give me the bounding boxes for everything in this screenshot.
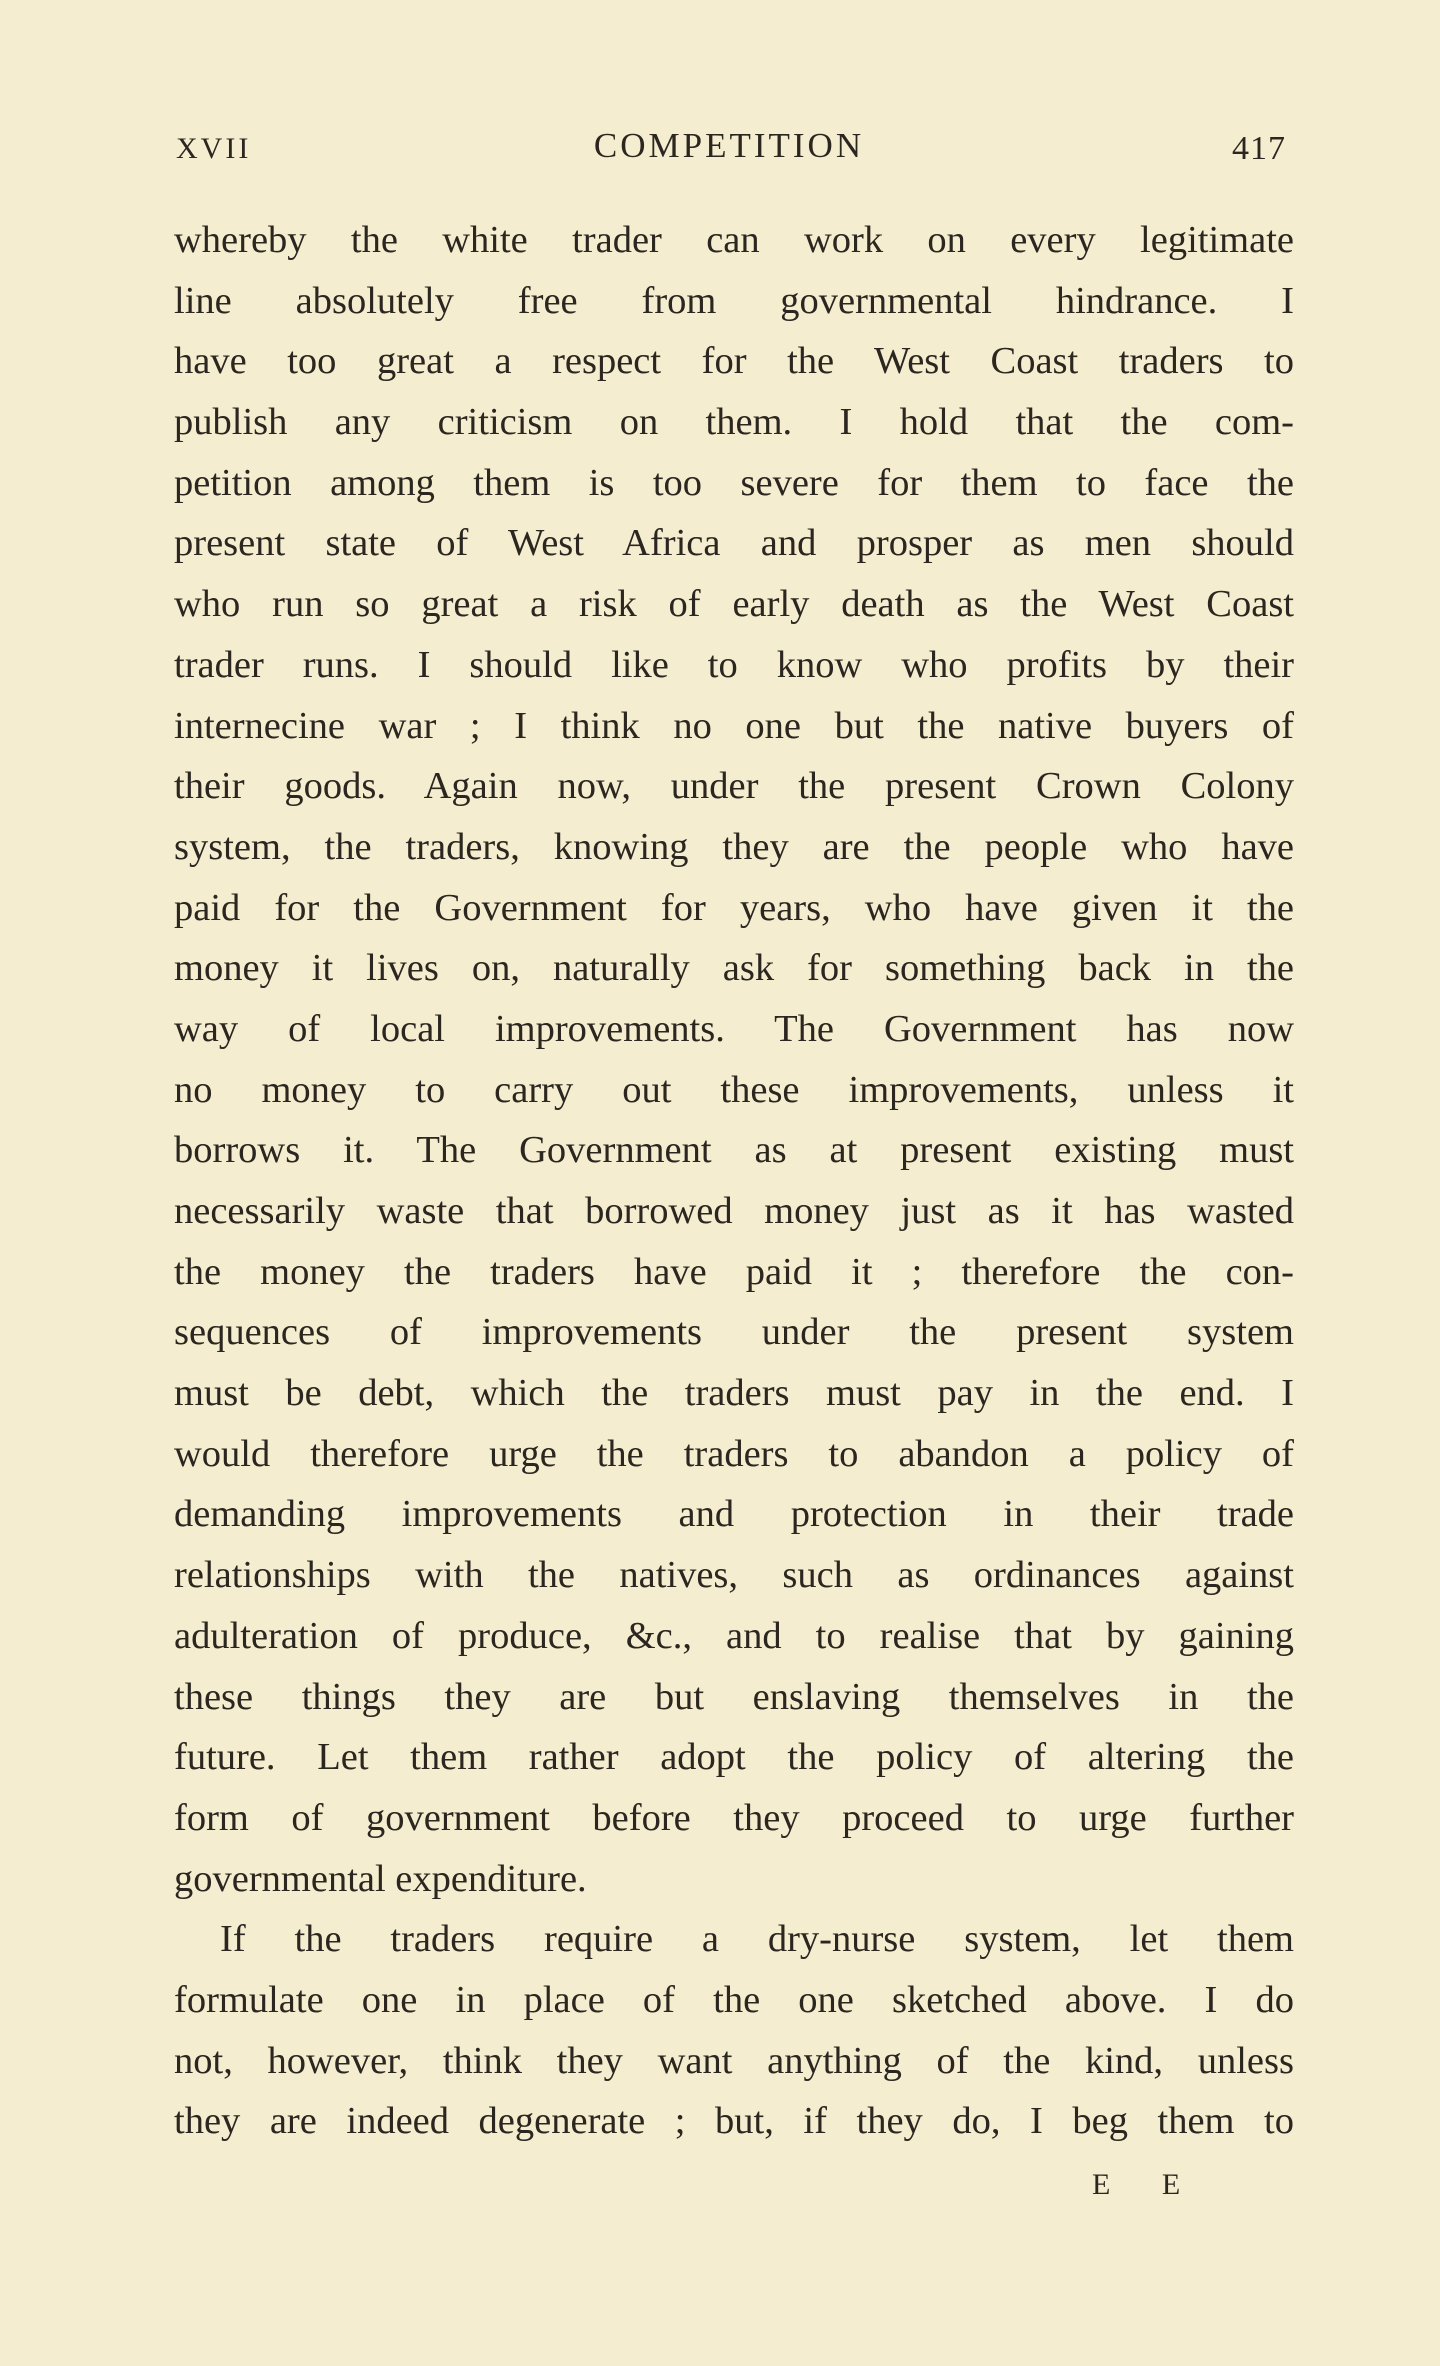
text-line: these things they are but enslaving themselves in the: [174, 1675, 1294, 1718]
running-head: [170, 126, 1288, 176]
text-line: formulate one in place of the one sketched above. I do: [174, 1978, 1294, 2021]
text-line: system, the traders, knowing they are the people who have: [174, 825, 1294, 868]
page-number: 417: [1232, 130, 1286, 167]
text-line: relationships with the natives, such as ordinances against: [174, 1554, 1294, 1597]
paragraph: [174, 210, 1294, 1909]
text-line: internecine war ; I think no one but the native buyers of: [174, 704, 1294, 747]
text-line: would therefore urge the traders to abandon a policy of: [174, 1432, 1294, 1475]
text-line: have too great a respect for the West Coast traders to: [174, 340, 1294, 383]
text-line: form of government before they proceed to urge further: [174, 1796, 1294, 1839]
text-line: demanding improvements and protection in their trade: [174, 1493, 1294, 1536]
text-line: way of local improvements. The Government has now: [174, 1007, 1294, 1050]
text-line: money it lives on, naturally ask for something back in the: [174, 947, 1294, 990]
text-line: governmental expenditure.: [174, 1857, 587, 1900]
chapter-number: XVII: [176, 132, 252, 165]
text-line: petition among them is too severe for them to face the: [174, 461, 1294, 504]
text-line: who run so great a risk of early death as the West Coast: [174, 583, 1294, 626]
text-line: borrows it. The Government as at present existing must: [174, 1129, 1294, 1172]
text-line: necessarily waste that borrowed money just as it has wasted: [174, 1190, 1294, 1232]
text-line: line absolutely free from governmental hindrance. I: [174, 279, 1294, 322]
text-line: present state of West Africa and prosper as men should: [174, 522, 1294, 565]
text-line: paid for the Government for years, who have given it the: [174, 886, 1294, 929]
text-line: whereby the white trader can work on every legitimate: [174, 219, 1294, 261]
text-line: they are indeed degenerate ; but, if they do, I beg them to: [174, 2100, 1294, 2143]
text-line: sequences of improvements under the present system: [174, 1311, 1294, 1354]
text-line: no money to carry out these improvements, unless it: [174, 1068, 1294, 1111]
text-line: their goods. Again now, under the present Crown Colony: [174, 765, 1294, 808]
text-line: adulteration of produce, &c., and to realise that by gaining: [174, 1614, 1294, 1657]
chapter-title: COMPETITION: [593, 126, 865, 165]
text-line: not, however, think they want anything of the kind, unless: [174, 2039, 1294, 2082]
body-text: [174, 210, 1294, 2152]
paragraph: [174, 1909, 1294, 2152]
text-line: the money the traders have paid it ; therefore the con-: [174, 1250, 1294, 1293]
text-line: If the traders require a dry-nurse system, let them: [220, 1918, 1294, 1961]
text-line: future. Let them rather adopt the policy of altering the: [174, 1736, 1294, 1779]
text-line: must be debt, which the traders must pay in the end. I: [174, 1372, 1294, 1415]
text-line: publish any criticism on them. I hold that the com-: [174, 401, 1294, 444]
signature-mark: E E: [1092, 2168, 1203, 2201]
text-line: trader runs. I should like to know who profits by their: [174, 643, 1294, 686]
